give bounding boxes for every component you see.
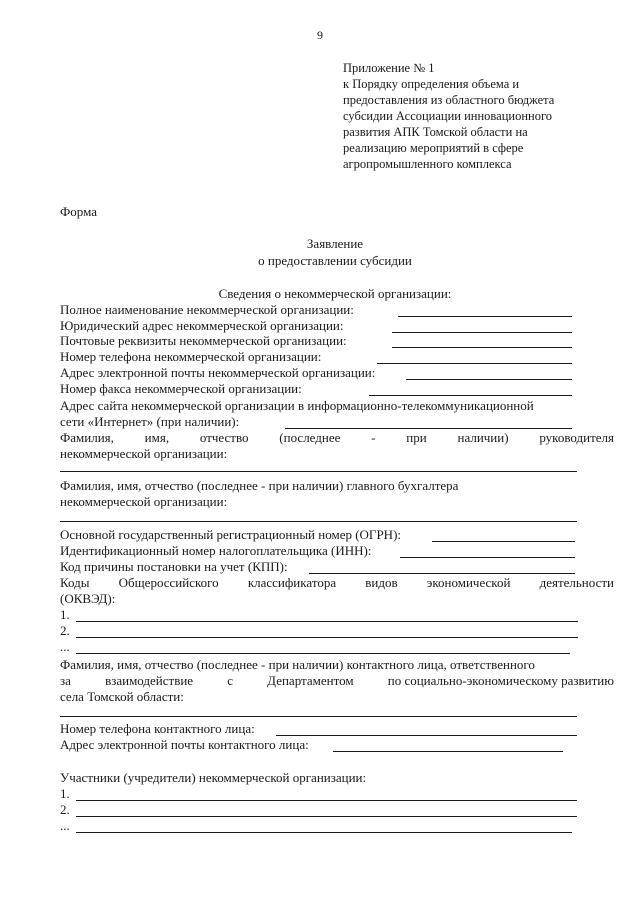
kpp-label: Код причины постановки на учет (КПП): — [60, 559, 288, 574]
appendix-line: субсидии Ассоциации инновационного — [343, 109, 553, 123]
founders-label: Участники (учредители) некоммерческой организации: — [60, 770, 367, 785]
founder-more-field[interactable] — [76, 832, 572, 833]
head-field[interactable] — [60, 471, 577, 472]
contact-label-word: за — [60, 673, 71, 688]
appendix-line: к Порядку определения объема и — [343, 77, 520, 91]
accountant-field[interactable] — [60, 521, 577, 522]
appendix-line: предоставления из областного бюджета — [343, 93, 555, 107]
head-label-line1: Фамилия, имя, отчество (последнее - при наличии) руководителя — [60, 430, 614, 445]
section-heading: Сведения о некоммерческой организации: — [218, 286, 452, 301]
contact-label-line1: Фамилия, имя, отчество (последнее - при наличии) контактного лица, ответственного — [60, 657, 535, 672]
okved-item-1-field[interactable] — [76, 621, 578, 622]
contact-email-label: Адрес электронной почты контактного лица: — [60, 737, 309, 752]
accountant-label-line1: Фамилия, имя, отчество (последнее - при наличии) главного бухгалтера — [60, 478, 459, 493]
inn-label: Идентификационный номер налогоплательщика (ИНН): — [60, 543, 372, 558]
founder-item-1-field[interactable] — [76, 800, 577, 801]
website-label-line1: Адрес сайта некоммерческой организации в информационно-телекоммуникационной — [60, 398, 534, 413]
inn-field[interactable] — [400, 557, 575, 558]
contact-phone-label: Номер телефона контактного лица: — [60, 721, 255, 736]
contact-label-word: взаимодействие — [105, 673, 194, 688]
accountant-label-line2: некоммерческой организации: — [60, 494, 228, 509]
website-field[interactable] — [285, 428, 572, 429]
contact-label-word: с — [227, 673, 234, 688]
fax-label: Номер факса некоммерческой организации: — [60, 381, 302, 396]
founder-item-2-field[interactable] — [76, 816, 577, 817]
appendix-line: агропромышленного комплекса — [343, 157, 512, 171]
fax-field[interactable] — [369, 395, 572, 396]
okved-more-field[interactable] — [76, 653, 570, 654]
website-label-line2: сети «Интернет» (при наличии): — [60, 414, 240, 429]
email-label: Адрес электронной почты некоммерческой организации: — [60, 365, 376, 380]
okved-item-number: 2. — [60, 623, 70, 638]
founder-item-number: 1. — [60, 786, 70, 801]
appendix-line: развития АПК Томской области на — [343, 125, 528, 139]
okved-label-line1: Коды Общероссийского классификатора видов экономической деятельности — [60, 575, 614, 590]
head-label-line2: некоммерческой организации: — [60, 446, 228, 461]
legal-address-label: Юридический адрес некоммерческой организации: — [60, 318, 344, 333]
ogrn-field[interactable] — [432, 541, 575, 542]
page-number: 9 — [317, 28, 323, 42]
appendix-line: Приложение № 1 — [343, 61, 435, 75]
phone-label: Номер телефона некоммерческой организации: — [60, 349, 322, 364]
contact-phone-field[interactable] — [276, 735, 577, 736]
document-subtitle: о предоставлении субсидии — [258, 253, 412, 268]
okved-item-2-field[interactable] — [76, 637, 578, 638]
contact-label-word: Департаментом — [267, 673, 354, 688]
contact-name-field[interactable] — [60, 716, 577, 717]
okved-item-number: 1. — [60, 607, 70, 622]
postal-details-field[interactable] — [392, 347, 572, 348]
form-label: Форма — [60, 204, 97, 219]
kpp-field[interactable] — [309, 573, 575, 574]
full-name-field[interactable] — [398, 316, 572, 317]
okved-label-line2: (ОКВЭД): — [60, 591, 116, 606]
contact-label-word: по социально-экономическому развитию — [387, 673, 614, 688]
founder-item-number: 2. — [60, 802, 70, 817]
email-field[interactable] — [406, 379, 572, 380]
phone-field[interactable] — [377, 363, 572, 364]
full-name-label: Полное наименование некоммерческой организации: — [60, 302, 354, 317]
contact-email-field[interactable] — [333, 751, 563, 752]
contact-label-line2 — [60, 673, 614, 689]
appendix-line: реализацию мероприятий в сфере — [343, 141, 524, 155]
contact-label-line3: села Томской области: — [60, 689, 184, 704]
okved-more: ... — [60, 639, 70, 654]
document-title: Заявление — [306, 236, 364, 251]
postal-details-label: Почтовые реквизиты некоммерческой организации: — [60, 333, 347, 348]
founder-more: ... — [60, 818, 70, 833]
legal-address-field[interactable] — [392, 332, 572, 333]
ogrn-label: Основной государственный регистрационный номер (ОГРН): — [60, 527, 402, 542]
appendix-header — [343, 60, 613, 172]
